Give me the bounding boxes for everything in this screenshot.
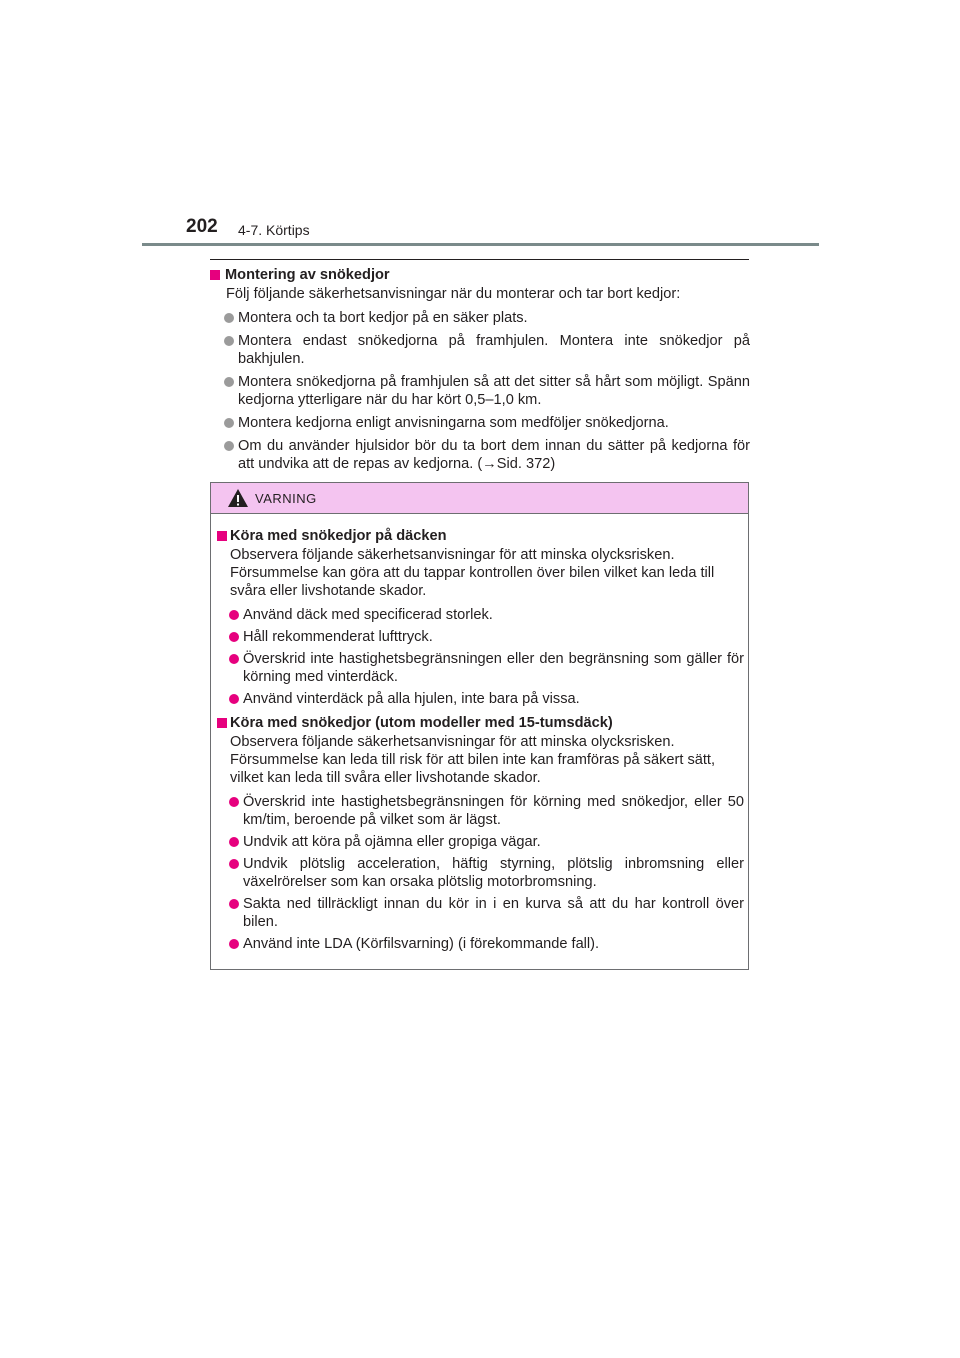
square-bullet-icon: [217, 718, 227, 728]
bullet-dot-icon: [229, 654, 239, 664]
square-bullet-icon: [217, 531, 227, 541]
warning-triangle-icon: [227, 488, 249, 508]
warning-header: [211, 483, 748, 514]
warning-box: [210, 482, 749, 970]
bullet-dot-icon: [224, 441, 234, 451]
bullet-dot-icon: [229, 859, 239, 869]
bullet-dot-icon: [229, 632, 239, 642]
warning-intro: Observera följande säkerhetsanvisningar för att minska olycksrisken. Försummelse kan göra att du tappar kontrollen över bilen vilket kan leda till svåra eller livshotande skador.: [230, 547, 715, 599]
snow-chain-section: [210, 266, 750, 473]
warning-intro: Observera följande säkerhetsanvisningar för att minska olycksrisken. Försummelse kan leda till risk för att bilen inte kan framföras på säkert sätt, vilket kan leda till svåra eller livshotande skador.: [230, 734, 716, 786]
list-item: Montera endast snökedjorna på framhjulen. Montera inte snökedjor på bakhjulen.: [210, 332, 750, 368]
bullet-dot-icon: [229, 899, 239, 909]
section-intro: Följ följande säkerhetsanvisningar när du monterar och tar bort kedjor:: [226, 286, 681, 302]
bullet-dot-icon: [229, 837, 239, 847]
warning-heading: Köra med snökedjor (utom modeller med 15-tumsdäck): [217, 714, 744, 732]
bullet-dot-icon: [224, 313, 234, 323]
list-item: Överskrid inte hastighetsbegränsningen för körning med snökedjor, eller 50 km/tim, beroende på vilket som är lägst.: [217, 793, 744, 829]
list-item: Använd inte LDA (Körfilsvarning) (i förekommande fall).: [217, 935, 744, 953]
list-item: Montera och ta bort kedjor på en säker plats.: [210, 309, 750, 327]
list-item: Om du använder hjulsidor bör du ta bort dem innan du sätter på kedjorna för att undvika att de repas av kedjorna. (→Sid. 372): [210, 437, 750, 473]
header-rule: [142, 243, 819, 246]
bullet-dot-icon: [229, 610, 239, 620]
page-number: 202: [186, 216, 218, 237]
bullet-dot-icon: [229, 797, 239, 807]
list-item: Överskrid inte hastighetsbegränsningen eller den begränsning som gäller för körning med vinterdäck.: [217, 650, 744, 686]
bullet-dot-icon: [229, 939, 239, 949]
content-rule: [210, 259, 749, 260]
list-item: Undvik plötslig acceleration, häftig styrning, plötslig inbromsning eller växelrörelser som kan orsaka plötslig motorbromsning.: [217, 855, 744, 891]
list-item: Montera kedjorna enligt anvisningarna som medföljer snökedjorna.: [210, 414, 750, 432]
section-heading: [210, 266, 750, 284]
warning-heading: Köra med snökedjor på däcken: [217, 527, 744, 545]
list-item: Sakta ned tillräckligt innan du kör in i en kurva så att du har kontroll över bilen.: [217, 895, 744, 931]
section-label: 4-7. Körtips: [238, 222, 310, 238]
list-item: Använd vinterdäck på alla hjulen, inte bara på vissa.: [217, 690, 744, 708]
bullet-dot-icon: [224, 377, 234, 387]
warning-label: VARNING: [255, 491, 317, 506]
section-heading-text: Montering av snökedjor: [225, 267, 390, 283]
list-item: Håll rekommenderat lufttryck.: [217, 628, 744, 646]
bullet-dot-icon: [224, 336, 234, 346]
bullet-dot-icon: [224, 418, 234, 428]
list-item: Undvik att köra på ojämna eller gropiga vägar.: [217, 833, 744, 851]
list-item: Använd däck med specificerad storlek.: [217, 606, 744, 624]
bullet-dot-icon: [229, 694, 239, 704]
warning-body: [217, 527, 744, 953]
list-item: Montera snökedjorna på framhjulen så att det sitter så hårt som möjligt. Spänn kedjorna ytterligare när du har kört 0,5–1,0 km.: [210, 373, 750, 409]
square-bullet-icon: [210, 270, 220, 280]
